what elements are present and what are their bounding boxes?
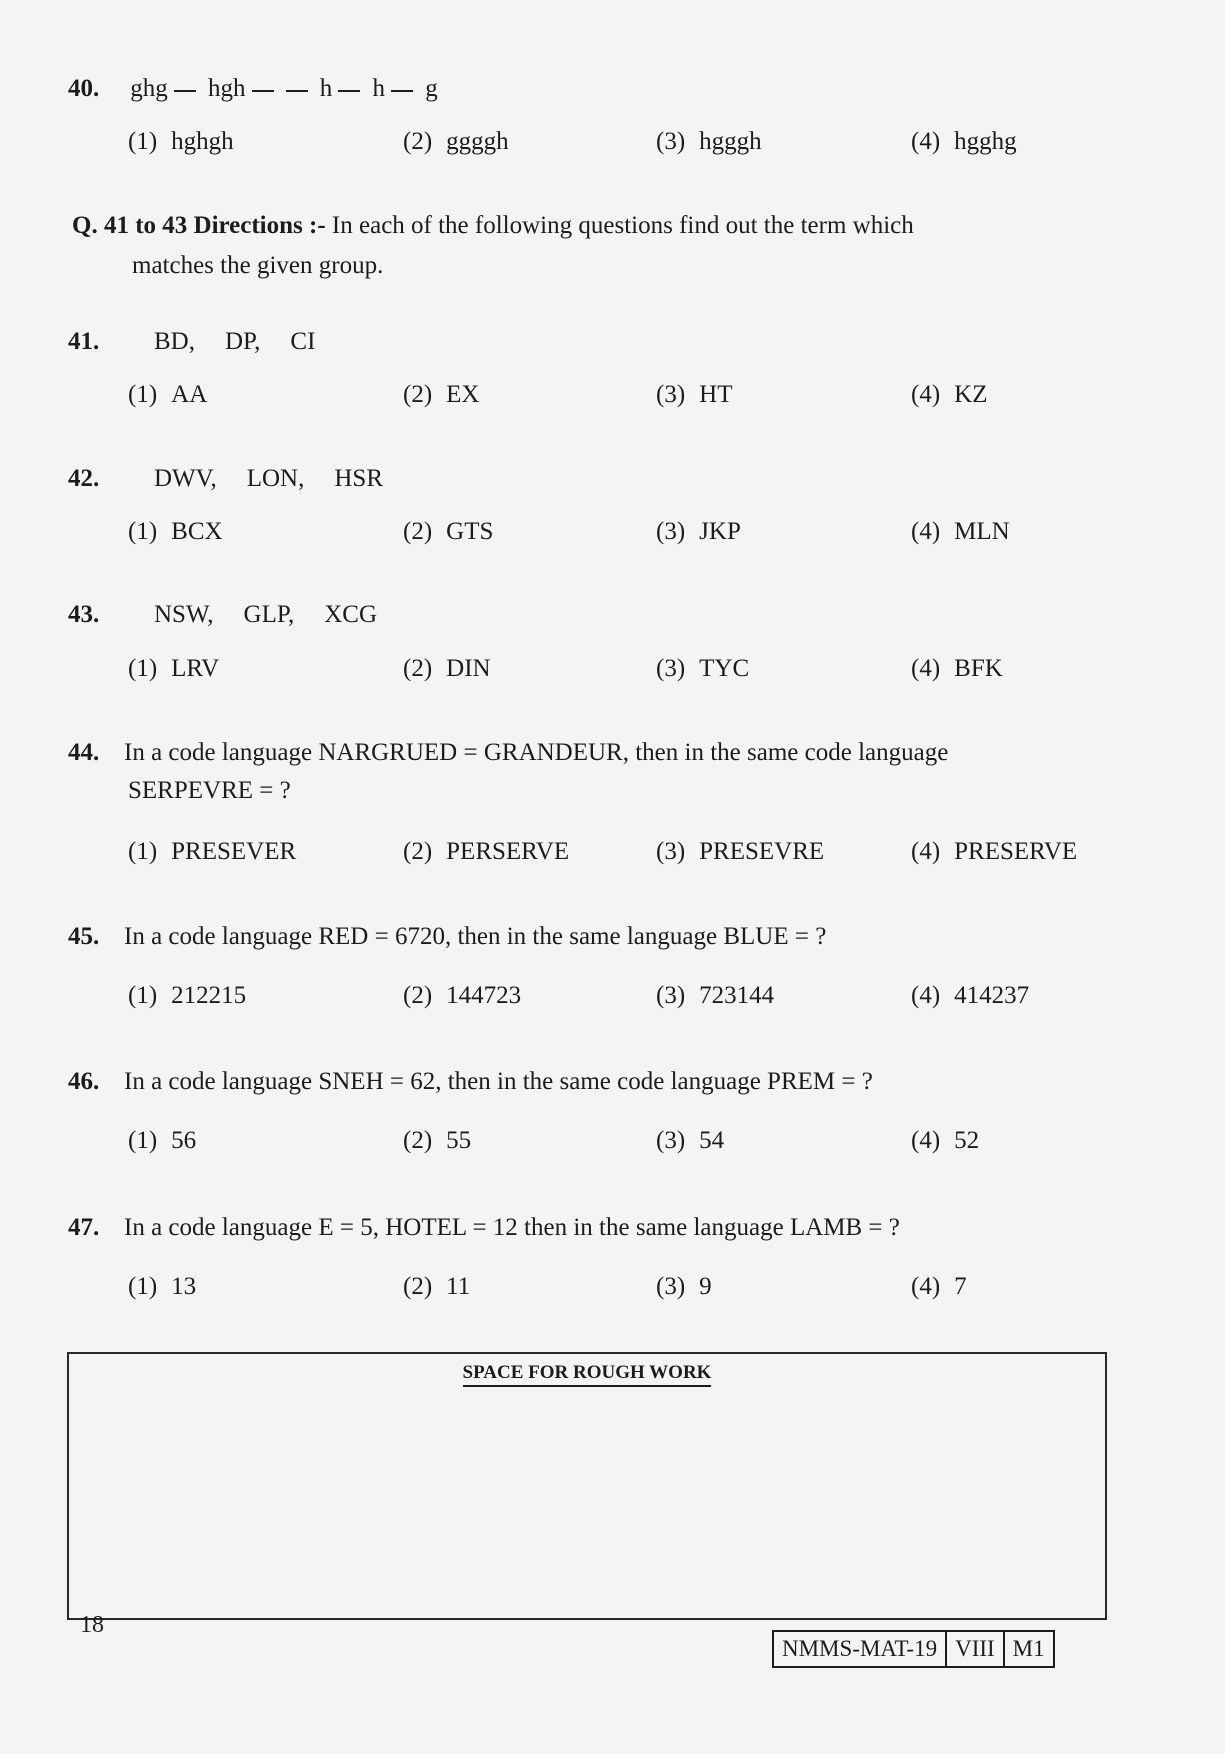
option-2[interactable] [403, 128, 509, 156]
question-number: 43. [68, 601, 100, 628]
option-text: ggggh [446, 128, 509, 155]
option-number: (4) [911, 381, 941, 408]
options-44 [128, 838, 1128, 878]
series-term: h [372, 75, 385, 102]
option-3[interactable] [656, 1273, 712, 1301]
question-46 [68, 1063, 1113, 1101]
question-text: In a code language E = 5, HOTEL = 12 then in the same language LAMB = ? [124, 1214, 900, 1241]
option-number: (2) [403, 1127, 433, 1154]
option-number: (1) [128, 982, 158, 1009]
option-text: BFK [954, 655, 1003, 682]
option-1[interactable] [128, 982, 246, 1010]
option-3[interactable] [656, 381, 732, 409]
blank [286, 90, 308, 92]
option-number: (1) [128, 1273, 158, 1300]
option-number: (3) [656, 838, 686, 865]
option-text: hghgh [171, 128, 234, 155]
directions [72, 206, 1112, 286]
option-text: GTS [446, 518, 494, 545]
option-text: PERSERVE [446, 838, 570, 865]
options-42 [128, 518, 1128, 558]
options-45 [128, 982, 1128, 1022]
series-term: hgh [208, 75, 246, 102]
option-2[interactable] [403, 381, 479, 409]
option-text: 11 [446, 1273, 471, 1300]
option-2[interactable] [403, 1127, 471, 1155]
question-number: 41. [68, 328, 100, 355]
question-44 [68, 734, 1113, 810]
question-47 [68, 1209, 1113, 1247]
option-text: MLN [954, 518, 1010, 545]
question-number: 46. [68, 1068, 100, 1095]
option-1[interactable] [128, 381, 207, 409]
option-number: (1) [128, 128, 158, 155]
options-47 [128, 1273, 1128, 1313]
option-text: 55 [446, 1127, 472, 1154]
question-40 [68, 70, 1113, 108]
option-number: (2) [403, 128, 433, 155]
option-3[interactable] [656, 518, 741, 546]
option-number: (4) [911, 655, 941, 682]
option-text: 723144 [699, 982, 775, 1009]
option-2[interactable] [403, 1273, 470, 1301]
options-46 [128, 1127, 1128, 1167]
option-text: 52 [954, 1127, 980, 1154]
option-number: (3) [656, 518, 686, 545]
question-text: In a code language SNEH = 62, then in the same code language PREM = ? [124, 1068, 873, 1095]
option-text: 414237 [954, 982, 1030, 1009]
option-number: (2) [403, 838, 433, 865]
directions-text-continued: matches the given group. [132, 252, 384, 279]
options-43 [128, 655, 1128, 695]
option-number: (3) [656, 655, 686, 682]
option-1[interactable] [128, 655, 219, 683]
rough-work-label: SPACE FOR ROUGH WORK [463, 1362, 712, 1387]
option-text: hgggh [699, 128, 762, 155]
option-4[interactable] [911, 838, 1077, 866]
option-text: JKP [699, 518, 741, 545]
series-term: ghg [130, 75, 168, 102]
option-text: PRESEVER [171, 838, 297, 865]
option-text: 54 [699, 1127, 725, 1154]
question-45 [68, 918, 1113, 956]
group-term: BD, [154, 328, 195, 355]
option-4[interactable] [911, 982, 1029, 1010]
option-1[interactable] [128, 838, 296, 866]
blank [338, 90, 360, 92]
page-number: 18 [80, 1612, 104, 1638]
question-42 [68, 460, 1113, 498]
option-4[interactable] [911, 518, 1010, 546]
option-text: 144723 [446, 982, 522, 1009]
directions-label: Q. 41 to 43 Directions :- [72, 212, 326, 239]
option-2[interactable] [403, 982, 521, 1010]
option-3[interactable] [656, 1127, 724, 1155]
question-text-continued: SERPEVRE = ? [128, 777, 291, 804]
option-number: (1) [128, 655, 158, 682]
option-number: (4) [911, 838, 941, 865]
group-term: LON, [246, 465, 305, 492]
option-4[interactable] [911, 1273, 967, 1301]
question-text: In a code language RED = 6720, then in the same language BLUE = ? [124, 923, 827, 950]
option-text: PRESERVE [954, 838, 1078, 865]
option-number: (4) [911, 982, 941, 1009]
option-3[interactable] [656, 128, 762, 156]
option-number: (1) [128, 1127, 158, 1154]
group-term: XCG [324, 601, 378, 628]
option-text: AA [171, 381, 208, 408]
option-3[interactable] [656, 838, 824, 866]
option-4[interactable] [911, 655, 1003, 683]
option-1[interactable] [128, 518, 223, 546]
option-number: (2) [403, 1273, 433, 1300]
option-number: (1) [128, 838, 158, 865]
paper-code-exam: NMMS-MAT-19 [774, 1632, 947, 1666]
question-number: 47. [68, 1214, 100, 1241]
option-4[interactable] [911, 381, 987, 409]
question-number: 40. [68, 75, 100, 102]
option-1[interactable] [128, 128, 234, 156]
option-number: (1) [128, 518, 158, 545]
option-text: KZ [954, 381, 988, 408]
option-number: (4) [911, 518, 941, 545]
option-3[interactable] [656, 982, 774, 1010]
option-4[interactable] [911, 128, 1017, 156]
paper-code-version: M1 [1012, 1636, 1045, 1661]
option-number: (3) [656, 381, 686, 408]
option-2[interactable] [403, 518, 493, 546]
option-number: (4) [911, 1273, 941, 1300]
option-text: PRESEVRE [699, 838, 825, 865]
option-3[interactable] [656, 655, 749, 683]
option-1[interactable] [128, 1273, 196, 1301]
option-number: (1) [128, 381, 158, 408]
option-text: 13 [171, 1273, 197, 1300]
option-2[interactable] [403, 655, 491, 683]
option-number: (2) [403, 655, 433, 682]
rough-work-box[interactable] [67, 1352, 1107, 1620]
option-text: DIN [446, 655, 491, 682]
option-text: 212215 [171, 982, 247, 1009]
blank [174, 90, 196, 92]
option-number: (3) [656, 1273, 686, 1300]
option-text: 9 [699, 1273, 712, 1300]
option-number: (4) [911, 128, 941, 155]
blank [391, 90, 413, 92]
option-text: HT [699, 381, 733, 408]
question-number: 44. [68, 739, 100, 766]
series-term: g [425, 75, 438, 102]
option-number: (3) [656, 1127, 686, 1154]
question-text: In a code language NARGRUED = GRANDEUR, then in the same code language [124, 739, 949, 766]
option-2[interactable] [403, 838, 569, 866]
group-term: DWV, [154, 465, 217, 492]
option-number: (2) [403, 381, 433, 408]
option-number: (3) [656, 128, 686, 155]
option-text: BCX [171, 518, 223, 545]
question-number: 42. [68, 465, 100, 492]
group-term: DP, [224, 328, 261, 355]
group-term: GLP, [243, 601, 295, 628]
option-4[interactable] [911, 1127, 979, 1155]
blank [252, 90, 274, 92]
group-term: CI [290, 328, 316, 355]
option-number: (3) [656, 982, 686, 1009]
option-number: (2) [403, 518, 433, 545]
question-number: 45. [68, 923, 100, 950]
paper-code [772, 1630, 1055, 1668]
option-text: 7 [954, 1273, 967, 1300]
option-number: (2) [403, 982, 433, 1009]
option-1[interactable] [128, 1127, 196, 1155]
option-text: 56 [171, 1127, 197, 1154]
option-text: LRV [171, 655, 220, 682]
question-41 [68, 323, 1113, 361]
option-text: hgghg [954, 128, 1017, 155]
rough-work-title [69, 1362, 1105, 1384]
option-text: EX [446, 381, 480, 408]
option-text: TYC [699, 655, 750, 682]
paper-code-class: VIII [947, 1632, 1005, 1666]
options-41 [128, 381, 1128, 421]
question-43 [68, 596, 1113, 634]
group-term: HSR [334, 465, 384, 492]
directions-text: In each of the following questions find out the term which [331, 212, 914, 239]
series-term: h [319, 75, 333, 102]
option-number: (4) [911, 1127, 941, 1154]
group-term: NSW, [154, 601, 214, 628]
options-40 [128, 128, 1128, 168]
